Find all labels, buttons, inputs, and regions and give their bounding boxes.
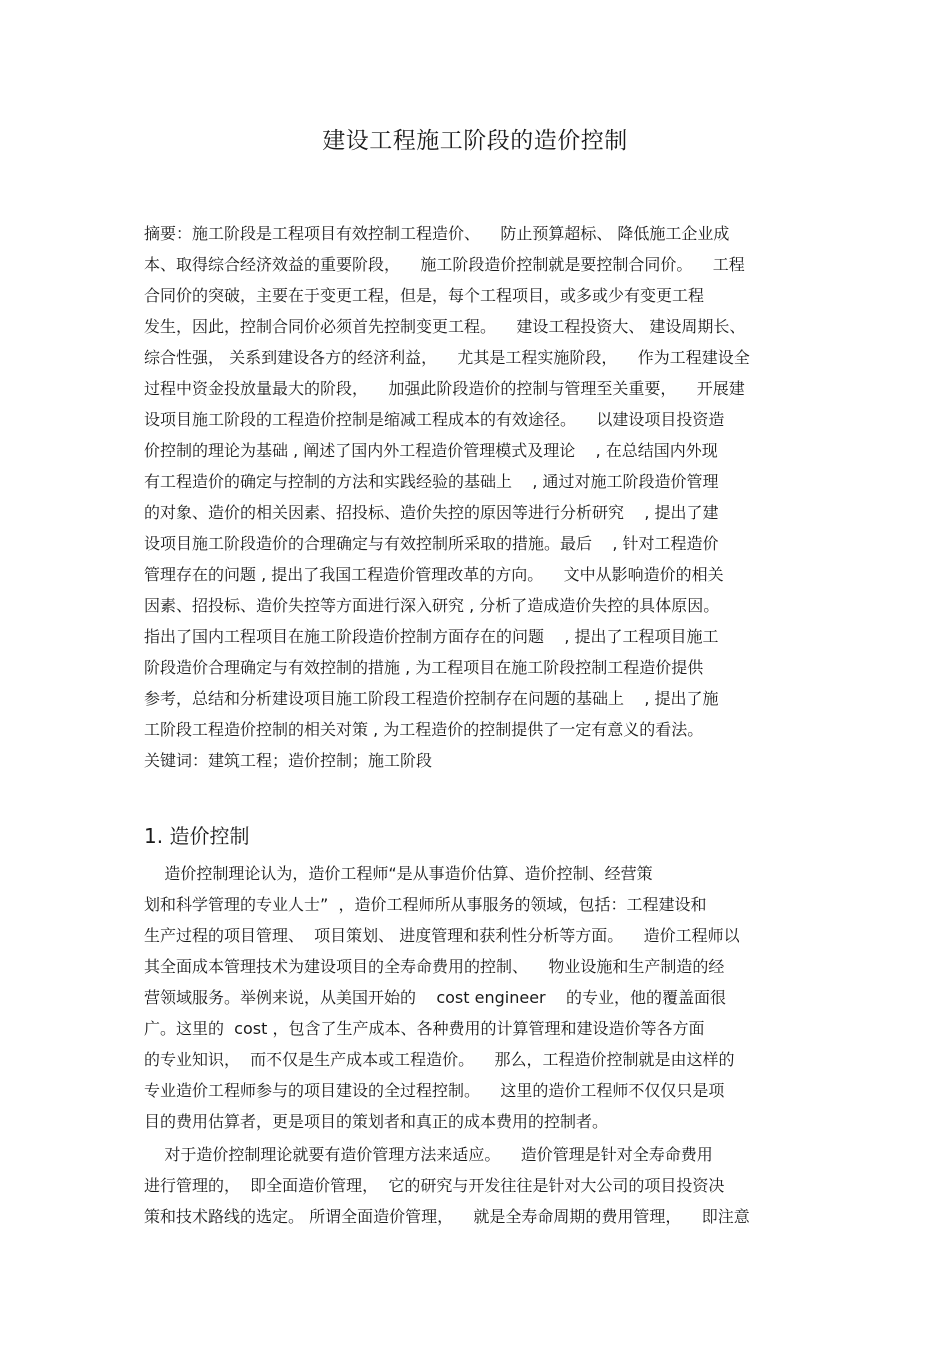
abstract-line: 摘要：施工阶段是工程项目有效控制工程造价、 防止预算超标、 降低施工企业成: [144, 224, 730, 243]
body-line: 目的费用估算者，更是项目的策划者和真正的成本费用的控制者。: [144, 1112, 609, 1131]
body-line: 生产过程的项目管理、 项目策划、 进度管理和获利性分析等方面。 造价工程师以: [144, 926, 740, 945]
body-line: 专业造价工程师参与的项目建设的全过程控制。 这里的造价工程师不仅仅只是项: [144, 1081, 725, 1100]
abstract-line: 管理存在的问题 , 提出了我国工程造价管理改革的方向。 文中从影响造价的相关: [144, 565, 724, 584]
abstract-line: 价控制的理论为基础 , 阐述了国内外工程造价管理模式及理论 , 在总结国内外现: [144, 441, 718, 460]
body-line: 的专业知识， 而不仅是生产成本或工程造价。 那么，工程造价控制就是由这样的: [144, 1050, 735, 1069]
document-title: 建设工程施工阶段的造价控制: [322, 128, 628, 154]
body-line: 划和科学管理的专业人士” ，造价工程师所从事服务的领域，包括：工程建设和: [144, 895, 707, 914]
abstract-line: 阶段造价合理确定与有效控制的措施 , 为工程项目在施工阶段控制工程造价提供: [144, 658, 704, 677]
body-line: 策和技术路线的选定。 所谓全面造价管理， 就是全寿命周期的费用管理， 即注意: [144, 1207, 750, 1226]
keywords-line: 关键词：建筑工程；造价控制；施工阶段: [144, 751, 433, 770]
section-heading: 1. 造价控制: [144, 824, 250, 848]
body-line: 营领域服务。举例来说，从美国开始的 cost engineer 的专业，他的覆盖面很: [144, 988, 726, 1007]
abstract-line: 的对象、造价的相关因素、招投标、造价失控的原因等进行分析研究 , 提出了建: [144, 503, 719, 522]
abstract-line: 指出了国内工程项目在施工阶段造价控制方面存在的问题 , 提出了工程项目施工: [144, 627, 719, 646]
abstract-line: 因素、招投标、造价失控等方面进行深入研究 , 分析了造成造价失控的具体原因。: [144, 596, 720, 615]
abstract-line: 过程中资金投放量最大的阶段， 加强此阶段造价的控制与管理至关重要， 开展建: [144, 379, 745, 398]
body-line: 其全面成本管理技术为建设项目的全寿命费用的控制、 物业设施和生产制造的经: [144, 957, 725, 976]
abstract-line: 有工程造价的确定与控制的方法和实践经验的基础上 , 通过对施工阶段造价管理: [144, 472, 719, 491]
body-line: 造价控制理论认为，造价工程师“是从事造价估算、造价控制、经营策: [144, 864, 653, 883]
abstract-line: 综合性强， 关系到建设各方的经济利益， 尤其是工程实施阶段， 作为工程建设全: [144, 348, 750, 367]
abstract-line: 设项目施工阶段的工程造价控制是缩减工程成本的有效途径。 以建设项目投资造: [144, 410, 725, 429]
abstract-line: 设项目施工阶段造价的合理确定与有效控制所采取的措施。最后 , 针对工程造价: [144, 534, 719, 553]
abstract-line: 本、取得综合经济效益的重要阶段， 施工阶段造价控制就是要控制合同价。 工程: [144, 255, 745, 274]
abstract-line: 工阶段工程造价控制的相关对策 , 为工程造价的控制提供了一定有意义的看法。: [144, 720, 704, 739]
abstract-line: 参考，总结和分析建设项目施工阶段工程造价控制存在问题的基础上 , 提出了施: [144, 689, 719, 708]
abstract-line: 发生，因此，控制合同价必须首先控制变更工程。 建设工程投资大、 建设周期长、: [144, 317, 746, 336]
abstract-line: 合同价的突破，主要在于变更工程，但是，每个工程项目，或多或少有变更工程: [144, 286, 705, 305]
body-line: 对于造价控制理论就要有造价管理方法来适应。 造价管理是针对全寿命费用: [144, 1145, 713, 1164]
body-line: 进行管理的， 即全面造价管理， 它的研究与开发往往是针对大公司的项目投资决: [144, 1176, 725, 1195]
body-line: 广。这里的 cost ，包含了生产成本、各种费用的计算管理和建设造价等各方面: [144, 1019, 705, 1038]
